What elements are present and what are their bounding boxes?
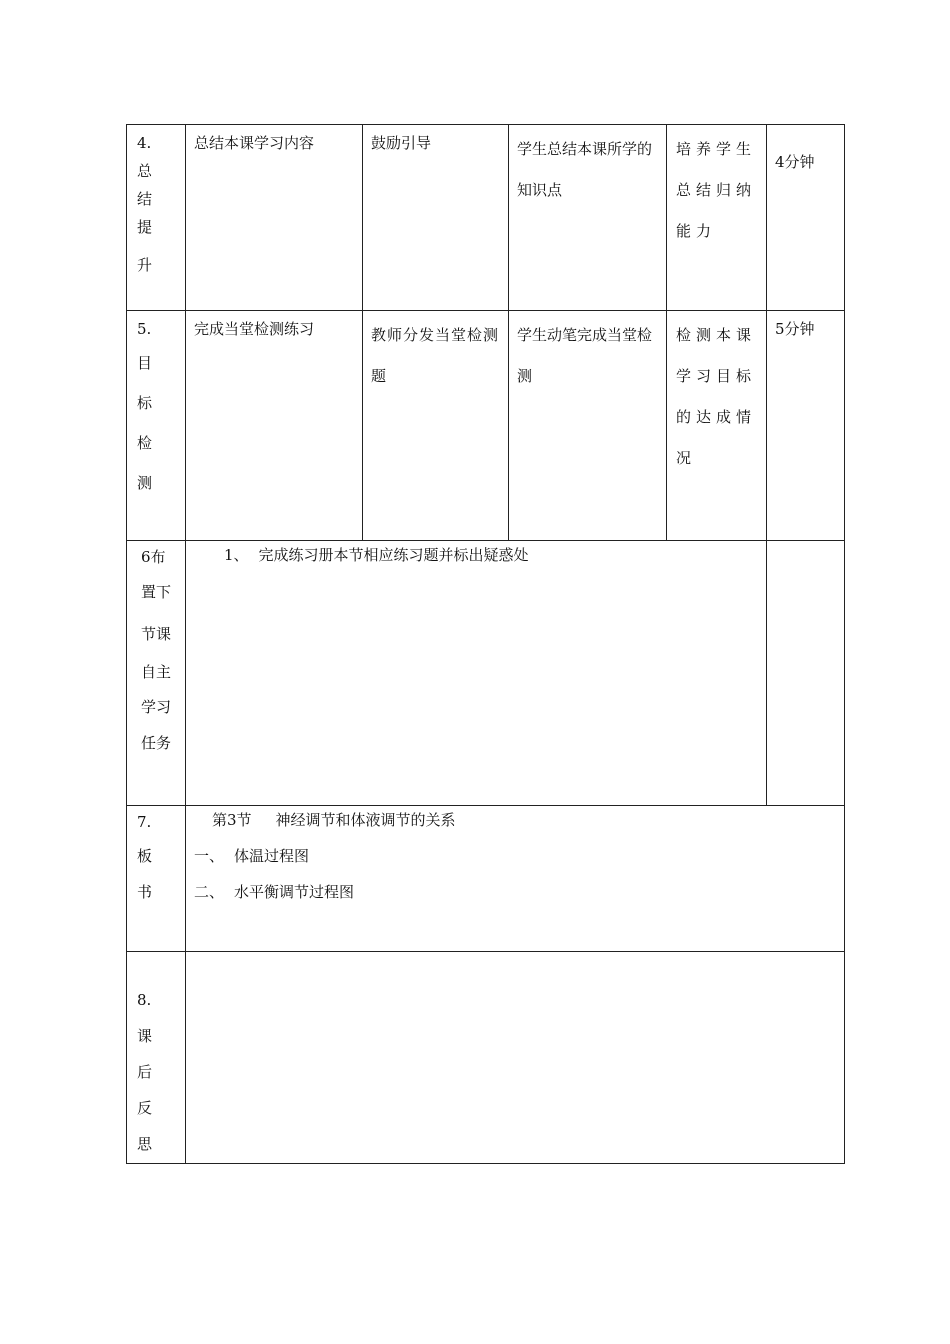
stage-char: 后 <box>137 1063 153 1081</box>
board-title <box>194 810 844 830</box>
teacher-cell <box>363 125 509 311</box>
row-reflection <box>127 952 845 1164</box>
stage-number: 5. <box>137 320 152 338</box>
goal-text: 检测本课学习目标的达成情况 <box>676 326 757 467</box>
stage-line: 自主 <box>141 663 172 681</box>
stage-char: 总 <box>137 162 153 180</box>
row-homework <box>127 541 845 806</box>
stage-char: 目 <box>137 354 153 372</box>
row-board <box>127 806 845 952</box>
content-cell <box>186 311 363 541</box>
goal-cell <box>667 311 767 541</box>
time-text: 4分钟 <box>775 153 815 171</box>
stage-line: 6布 <box>141 548 166 566</box>
lesson-plan-table <box>126 124 845 1164</box>
stage-line: 学习 <box>141 698 172 716</box>
stage-char: 思 <box>137 1135 153 1153</box>
board-item <box>194 838 844 874</box>
teacher-text: 教师分发当堂检测题 <box>371 326 500 385</box>
reflection-content-cell <box>186 952 845 1164</box>
student-cell <box>509 125 667 311</box>
stage-char: 结 <box>137 190 153 208</box>
goal-cell <box>667 125 767 311</box>
board-item-text: 水平衡调节过程图 <box>234 883 355 901</box>
stage-char: 书 <box>137 883 153 901</box>
homework-extra-cell <box>767 541 845 806</box>
homework-item-text: 完成练习册本节相应练习题并标出疑惑处 <box>258 546 529 564</box>
stage-char: 板 <box>137 847 153 865</box>
time-text: 5分钟 <box>775 320 815 338</box>
row-check <box>127 311 845 541</box>
stage-cell-board <box>127 806 186 952</box>
stage-number: 7. <box>137 813 152 831</box>
homework-content-cell <box>186 541 767 806</box>
content-text: 总结本课学习内容 <box>194 134 315 152</box>
stage-char: 反 <box>137 1099 153 1117</box>
stage-char: 检 <box>137 434 153 452</box>
board-section: 第3节 <box>212 811 252 829</box>
stage-char: 测 <box>137 474 153 492</box>
content-cell <box>186 125 363 311</box>
board-item-index: 一、 <box>194 847 225 865</box>
row-summary <box>127 125 845 311</box>
teacher-text: 鼓励引导 <box>371 134 432 152</box>
stage-char: 课 <box>137 1027 153 1045</box>
stage-cell-check <box>127 311 186 541</box>
student-cell <box>509 311 667 541</box>
stage-char: 标 <box>137 394 153 412</box>
stage-line: 置下 <box>141 583 172 601</box>
time-cell <box>767 125 845 311</box>
stage-cell-reflection <box>127 952 186 1164</box>
stage-line: 节课 <box>141 625 172 643</box>
homework-item-index: 1、 <box>224 546 249 564</box>
goal-text: 培养学生总结归纳能力 <box>676 140 757 240</box>
stage-number: 4. <box>137 134 152 152</box>
student-text: 学生总结本课所学的知识点 <box>517 140 653 199</box>
stage-cell-summary <box>127 125 186 311</box>
board-item-text: 体温过程图 <box>234 847 310 865</box>
stage-char: 提 <box>137 218 153 236</box>
stage-number: 8. <box>137 991 152 1009</box>
board-item <box>194 874 844 910</box>
homework-item <box>186 541 766 565</box>
stage-char: 升 <box>137 256 153 274</box>
board-item-index: 二、 <box>194 883 225 901</box>
teacher-cell <box>363 311 509 541</box>
board-content-cell <box>186 806 845 952</box>
time-cell <box>767 311 845 541</box>
content-text: 完成当堂检测练习 <box>194 320 315 338</box>
student-text: 学生动笔完成当堂检测 <box>517 326 653 385</box>
stage-line: 任务 <box>141 734 172 752</box>
board-title-text: 神经调节和体液调节的关系 <box>275 811 456 829</box>
stage-cell-homework <box>127 541 186 806</box>
